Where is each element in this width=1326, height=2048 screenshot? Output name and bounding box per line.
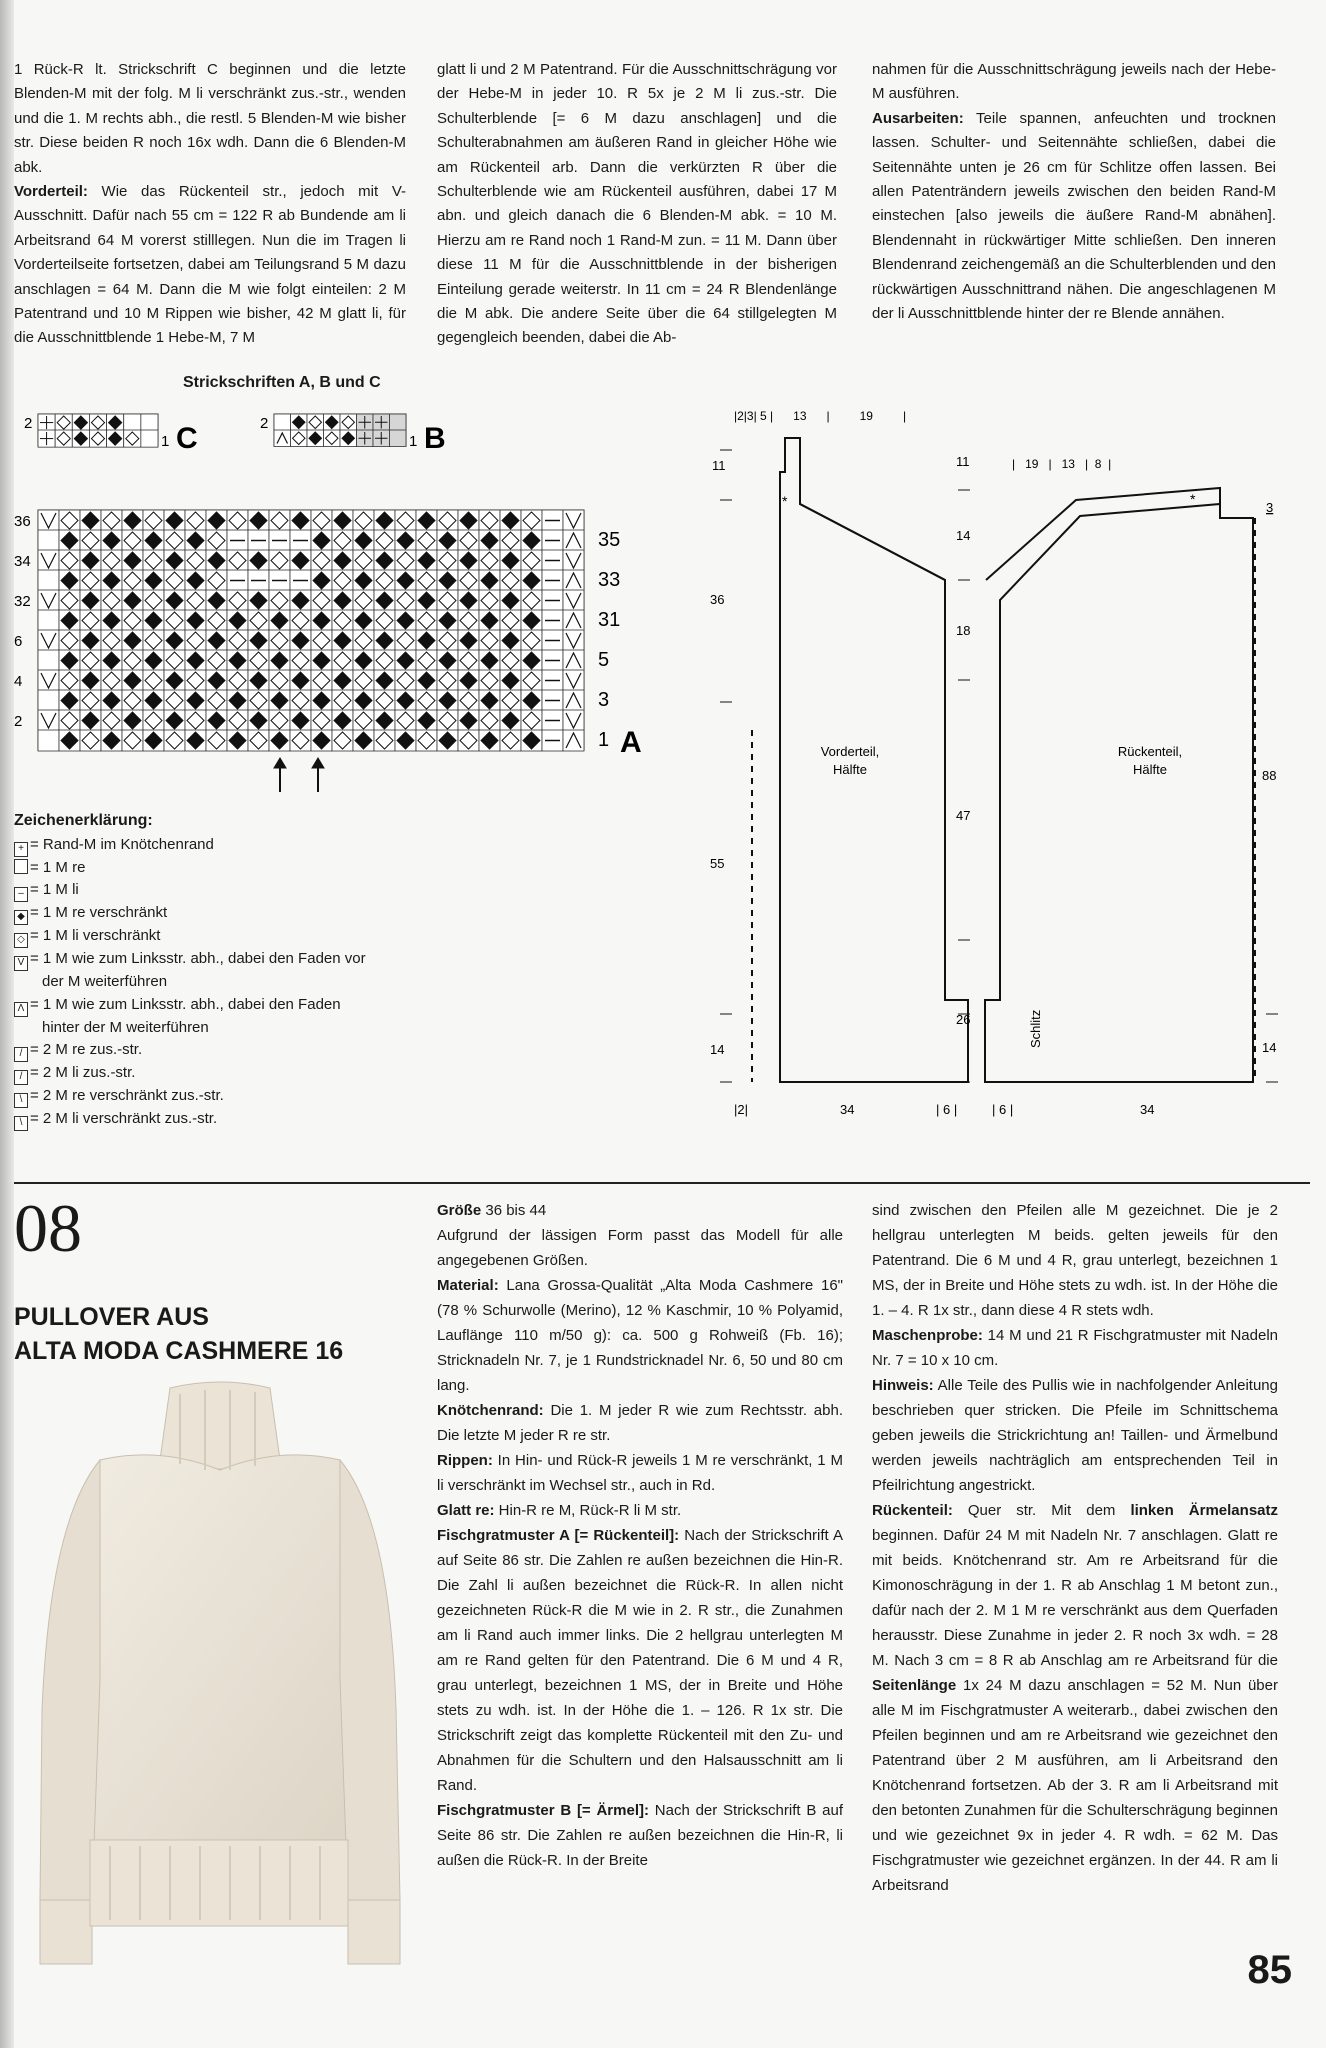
chart-c-label: C: [176, 422, 198, 455]
chart-a-row-right: 3: [598, 689, 610, 711]
chart-c-row-left: 2: [24, 415, 33, 432]
chart-cell: [38, 570, 59, 591]
page-spine-shadow: [0, 0, 14, 2048]
chart-b-row-right: 1: [409, 433, 418, 450]
back-dim-47: 47: [956, 808, 971, 823]
legend-item: / = 2 M li zus.-str.: [14, 1062, 414, 1085]
legend-item: + = Rand-M im Knötchenrand: [14, 834, 414, 857]
front-bottom-34: 34: [840, 1102, 855, 1117]
legend-title: Zeichenerklärung:: [14, 812, 153, 829]
ausarbeiten-text: Teile spannen, anfeuchten und trocknen lassen. Schulter- und Seitennähte schließen, dabei die Seitennähte unten je 26 cm für Schlitze offen lassen. Bei allen Patenträndern jeweils zwischen den beiden Rand-M einstechen [also jeweils die äußere Rand-M abnähen]. Blendennaht in rückwärtiger Mitte schließen. Den inneren Blendenrand zeichengemäß an die Schulterblenden und den rückwärtigen Ausschnittrand nähen. Die angeschlagenen M der li Ausschnittblende hinter der re Blende annähen.: [872, 109, 1276, 323]
back-dim-14: 14: [956, 528, 971, 543]
chart-a-grid: [38, 510, 584, 751]
chart-cell: [390, 414, 407, 431]
legend-item: = 1 M re: [14, 857, 414, 879]
legend-symbol: \: [14, 1116, 28, 1131]
schlitz-label: Schlitz: [1028, 1009, 1043, 1048]
chart-a-label: A: [620, 726, 642, 759]
chart-cell: [390, 430, 407, 447]
chart-cell: [38, 610, 59, 631]
chart-a-row-left: 32: [14, 593, 31, 610]
page-number: 85: [1247, 1948, 1292, 1992]
legend-item: / = 2 M re zus.-str.: [14, 1039, 414, 1062]
front-star: *: [782, 493, 788, 509]
chart-a-row-right: 35: [598, 529, 621, 551]
back-label-1: Rückenteil,: [1117, 744, 1183, 759]
vorderteil-text: Wie das Rückenteil str., jedoch mit V-Ausschnitt. Dafür nach 55 cm = 122 R ab Bundende am li Arbeitsrand 64 M vorerst stilllegen. Nun die im Tragen li Vorderteilseite fortsetzen, dabei am Teilungsrand 5 M dazu anschlagen = 64 M. Dann die M wie folgt einteilen: 2 M Patentrand und 10 M Rippen wie bisher, 42 M glatt li, für die Ausschnittblende 1 Hebe-M, 7 M: [14, 183, 406, 347]
back-dim-11: 11: [956, 454, 970, 469]
chart-c-grid: [38, 414, 158, 447]
chart-a-row-left: 36: [14, 513, 31, 530]
front-dim-14: 14: [710, 1042, 725, 1057]
top-col1-text: 1 Rück-R lt. Strickschrift C beginnen und die letzte Blenden-M mit der folg. M li verschränkt zus.-str., wenden und die 1. M rechts abh., die restl. 5 Blenden-M wie bisher str. Diese beiden R noch 16x wdh. Dann die 6 Blenden-M abk.: [14, 61, 406, 176]
top-column-3: [872, 58, 1276, 326]
chart-c-row-right: 1: [161, 433, 170, 450]
back-dim-88: 88: [1262, 768, 1277, 783]
chart-cell: [141, 414, 158, 431]
chart-cell: [38, 650, 59, 671]
legend-item: \ = 2 M li verschränkt zus.-str.: [14, 1108, 414, 1131]
maschenprobe-label: Maschenprobe:: [872, 1327, 983, 1344]
legend-symbol: V: [14, 956, 28, 971]
back-left-dims: [958, 490, 970, 1082]
back-star: *: [1190, 491, 1196, 507]
intro-text: Aufgrund der lässigen Form passt das Modell für alle angegebenen Größen.: [437, 1227, 843, 1269]
chart-a-row-right: 31: [598, 609, 621, 631]
chart-a-row-left: 2: [14, 713, 23, 730]
legend-symbol: +: [14, 842, 28, 857]
chart-cell: [274, 414, 291, 431]
legend-item: Λ = 1 M wie zum Linksstr. abh., dabei den Faden: [14, 994, 414, 1017]
chart-a-row-right: 1: [598, 729, 610, 751]
front-inner-line: [800, 438, 945, 1000]
front-dim-36: 36: [710, 592, 725, 607]
front-label-2: Hälfte: [833, 762, 867, 777]
chart-a-arrows: [274, 758, 324, 792]
hinweis-label: Hinweis:: [872, 1377, 934, 1394]
legend-item: \ = 2 M re verschränkt zus.-str.: [14, 1085, 414, 1108]
back-bottom-6: | 6 |: [992, 1102, 1014, 1117]
legend-symbol: ◆: [14, 910, 28, 925]
back-outline: [985, 504, 1253, 1082]
back-dim-3: 3: [1266, 500, 1274, 515]
legend-symbol: /: [14, 1047, 28, 1062]
garment-schematic: [700, 400, 1300, 1130]
back-dim-14r: 14: [1262, 1040, 1277, 1055]
chart-a-row-left: 34: [14, 553, 31, 570]
front-bottom-2: |2|: [734, 1102, 748, 1117]
legend-item: ◇ = 1 M li verschränkt: [14, 925, 414, 948]
chart-b-grid: [274, 414, 406, 447]
col3-intro: sind zwischen den Pfeilen alle M gezeichnet. Die je 2 hellgrau unterlegten M beids. gelten jeweils für den Patentrand. Die 6 M und 4 R, grau unterlegt, bezeichnen 1 MS, der in Breite und Höhe stets zu wdh. ist. In der Höhe die 1. – 4. R 1x str., dann diese 4 R stets wdh.: [872, 1202, 1278, 1319]
rueckenteil-label: Rückenteil:: [872, 1502, 953, 1519]
pattern-title: PULLOVER AUS ALTA MODA CASHMERE 16: [14, 1303, 344, 1365]
chart-cell: [38, 690, 59, 711]
chart-cell: [124, 414, 141, 431]
chart-cell: [38, 530, 59, 551]
top-col3-text: nahmen für die Ausschnittschrägung jeweils nach der Hebe-M ausführen.: [872, 61, 1276, 103]
chart-b-row-left: 2: [260, 415, 269, 432]
legend-item: – = 1 M li: [14, 879, 414, 902]
top-column-2: [437, 58, 837, 351]
glatt-label: Glatt re:: [437, 1502, 495, 1519]
legend: [14, 834, 414, 1131]
material-label: Material:: [437, 1277, 499, 1294]
legend-symbol: \: [14, 1093, 28, 1108]
groesse-label: Größe: [437, 1202, 482, 1219]
pattern-column-2: sind zwischen den Pfeilen alle M gezeichnet. Die je 2 hellgrau unterlegten M beids. gelten jeweils für den Patentrand. Die 6 M und 4 R, grau unterlegt, bezeichnen 1 MS, der in Breite und Höhe stets zu wdh. ist. In der Höhe die 1. – 4. R 1x str., dann diese 4 R stets wdh. Maschenprobe: 14 M und 21 R Fischgratmuster mit Nadeln Nr. 7 = 10 x 10 cm. Hinweis: Alle Teile des Pullis wie in nachfolgender Anleitung beschrieben quer stricken. Die Pfeile im Schnittschema geben jeweils die Strickrichtung an! Taillen- und Ärmelbund werden jeweils nachträglich am entsprechenden Teil in Pfeilrichtung angestrickt. Rückenteil: Quer str. Mit dem linken Ärmelansatz beginnen. Dafür 24 M mit Nadeln Nr. 7 anschlagen. Glatt re mit beids. Knötchenrand str. Am re Arbeitsrand für die Kimonoschrägung in der 1. R ab Anschlag 1 M betont zun., dafür nach der 2. M 1 M re verschränkt aus dem Querfaden herausstr. Diese Zunahme in jeder 2. R noch 3x wdh. = 28 M. Nach 3 cm = 8 R ab Anschlag am re Arbeitsrand für die Seitenlänge 1x 24 M dazu anschlagen = 52 M. Nun über alle M im Fischgratmuster A weiterarb., dabei zwischen den Pfeilen beginnen und am re Arbeitsrand wie gezeichnet den Patentrand über 2 M ausführen, am li Arbeitsrand den Knötchenrand fortsetzen. Ab der 3. R am li Arbeitsrand mit den betonten Zunahmen für die Schulterschrägung beginnen und wie gezeichnet 9x in jeder 4. R wdh. = 62 M. Das Fischgratmuster wie gezeichnet ergänzen. In der 44. R am li Arbeitsrand: [872, 1198, 1278, 1898]
chart-b-label: B: [424, 422, 446, 455]
legend-item: V = 1 M wie zum Linksstr. abh., dabei den Faden vor: [14, 948, 414, 971]
knoetchen-label: Knötchenrand:: [437, 1402, 544, 1419]
stitch-charts: [0, 400, 700, 820]
chart-cell: [141, 430, 158, 447]
legend-symbol: –: [14, 887, 28, 902]
back-top-dims: | 19 | 13 | 8 |: [1012, 457, 1112, 471]
fischgrat-b-label: Fischgratmuster B [= Ärmel]:: [437, 1802, 649, 1819]
front-dim-55: 55: [710, 856, 725, 871]
chart-a-row-left: 4: [14, 673, 23, 690]
front-bottom-6: | 6 |: [936, 1102, 958, 1117]
chart-a-row-right: 33: [598, 569, 621, 591]
back-shoulder-line: [986, 488, 1220, 580]
front-dim-11: 11: [712, 458, 726, 473]
fischgrat-a-label: Fischgratmuster A [= Rückenteil]:: [437, 1527, 680, 1544]
legend-item-continued: hinter der M weiterführen: [42, 1018, 209, 1036]
back-bottom-34: 34: [1140, 1102, 1155, 1117]
legend-symbol: ◇: [14, 933, 28, 948]
legend-item: ◆ = 1 M re verschränkt: [14, 902, 414, 925]
front-left-dims: [720, 450, 732, 1082]
back-dim-18: 18: [956, 623, 971, 638]
pattern-number: 08: [14, 1190, 82, 1266]
chart-a-row-left: 6: [14, 633, 23, 650]
chart-a-row-right: 5: [598, 649, 610, 671]
vorderteil-label: Vorderteil:: [14, 183, 88, 201]
legend-symbol: [14, 859, 28, 874]
rippen-label: Rippen:: [437, 1452, 493, 1469]
front-label-1: Vorderteil,: [820, 744, 880, 759]
front-outline: [780, 438, 971, 1082]
pattern-column-1: Größe 36 bis 44 Aufgrund der lässigen Form passt das Modell für alle angegebenen Größen. Material: Lana Grossa-Qualität „Alta Moda Cashmere 16" (78 % Schurwolle (Merino), 12 % Kaschmir, 10 % Polyamid, Lauflänge 110 m/50 g): ca. 500 g Rohweiß (Fb. 16); Stricknadeln Nr. 7, je 1 Rundstricknadel Nr. 6, 50 und 80 cm lang. Knötchenrand: Die 1. M jeder R wie zum Rechtsstr. abh. Die letzte M jeder R re str. Rippen: In Hin- und Rück-R jeweils 1 M re verschränkt, 1 M li verschränkt im Wechsel str., auch in Rd. Glatt re: Hin-R re M, Rück-R li M str. Fischgratmuster A [= Rückenteil]: Nach der Strickschrift A auf Seite 86 str. Die Zahlen re außen bezeichnen die Hin-R. Die Zahl li außen bezeichnet die Rück-R. In allen nicht gezeichneten Rück-R die M wie in 2. R str., die Zunahmen am li Rand auch immer links. Die 2 hellgrau unterlegten M am re Rand gelten für den Patentrand. Die 6 M und 4 R, grau unterlegt, bezeichnen 1 MS, der in Breite und Höhe stets zu wdh. ist. In der Höhe die 1. – 126. R 1x str. Die Strickschrift zeigt das komplette Rückenteil mit den Zu- und Abnahmen für die Schultern und den Halsausschnitt am li Rand. Fischgratmuster B [= Ärmel]: Nach der Strickschrift B auf Seite 86 str. Die Zahlen re außen bezeichnen die Hin-R, li außen die Rück-R. In der Breite: [437, 1202, 843, 1869]
back-label-2: Hälfte: [1133, 762, 1167, 777]
charts-title: Strickschriften A, B und C: [183, 374, 381, 391]
section-divider: [14, 1182, 1310, 1184]
sweater-photo: [30, 1380, 405, 1970]
legend-symbol: Λ: [14, 1002, 28, 1017]
top-column-1: [14, 58, 406, 351]
back-dim-26: 26: [956, 1012, 971, 1027]
legend-symbol: /: [14, 1070, 28, 1085]
top-col2-text: glatt li und 2 M Patentrand. Für die Ausschnittschrägung vor der Hebe-M in jeder 10. R 5x je 2 M li zus.-str. Die Schulterblende [= 6 M dazu anschlagen] und die Schulterabnahmen am äußeren Rand in gleicher Höhe wie am Rückenteil arb. Dann die verkürzten R über die Schulterblende wie am Rückenteil ausführen, dabei 17 M abn. und gleich danach die 6 Blenden-M abk. = 10 M. Hierzu am re Rand noch 1 Rand-M zun. = 11 M. Dann über diese 11 M für die Ausschnittblende in der bisherigen Einteilung gerade weiterstr. In 11 cm = 24 R Blendenlänge die M abk. Die andere Seite über die 64 stillgelegten M gegengleich beenden, dabei die Ab-: [437, 61, 837, 347]
ausarbeiten-label: Ausarbeiten:: [872, 109, 964, 127]
legend-item-continued: der M weiterführen: [42, 973, 168, 991]
front-top-dims: |2|3| 5 | 13 | 19 |: [734, 409, 907, 423]
chart-cell: [38, 730, 59, 751]
